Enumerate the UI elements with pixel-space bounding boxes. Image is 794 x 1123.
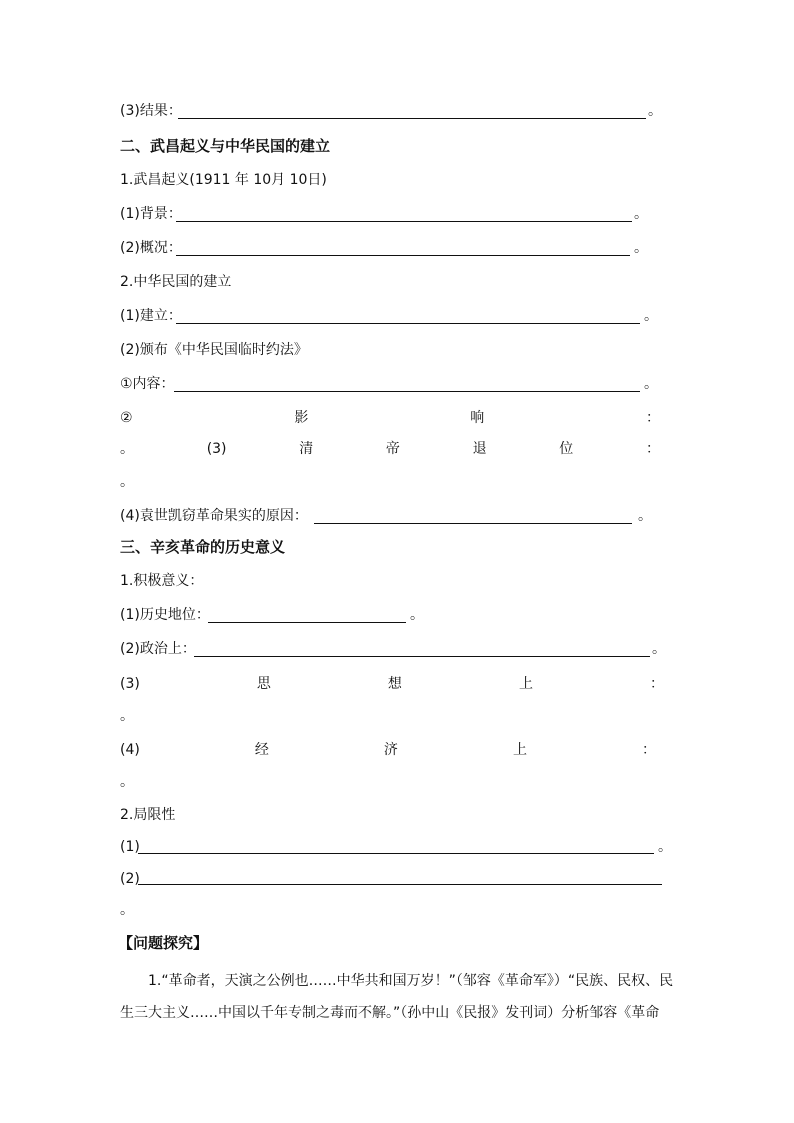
- thought-row: [120, 674, 664, 694]
- period: 。: [634, 240, 648, 256]
- influence-char-2: 响: [470, 410, 485, 426]
- section-3-heading: 三、辛亥革命的历史意义: [120, 538, 286, 556]
- background-blank[interactable]: [176, 221, 632, 222]
- economy-char-3: 上: [512, 742, 527, 758]
- result-label: (3)结果：: [120, 103, 182, 119]
- period: 。: [120, 708, 134, 724]
- politics-label: (2)政治上：: [120, 641, 196, 657]
- yuan-label: (4)袁世凯窃革命果实的原因：: [120, 508, 308, 524]
- limitation-1-label: (1): [120, 839, 140, 855]
- influence-marker: ②: [120, 410, 133, 426]
- colon: ：: [649, 676, 664, 692]
- period: 。: [638, 508, 652, 524]
- founding-blank[interactable]: [176, 323, 640, 324]
- economy-row: [120, 740, 656, 760]
- subheading-wuchang: 1.武昌起义(1911 年 10月 10日): [120, 172, 327, 188]
- period: 。: [644, 376, 658, 392]
- founding-label: (1)建立：: [120, 308, 182, 324]
- economy-char-2: 济: [383, 742, 398, 758]
- content-label: ①内容：: [120, 376, 175, 392]
- overview-label: (2)概况：: [120, 240, 182, 256]
- status-label: (1)历史地位：: [120, 607, 210, 623]
- period: 。: [120, 441, 134, 457]
- period: 。: [648, 103, 662, 119]
- period: 。: [120, 474, 134, 490]
- yuan-blank[interactable]: [314, 523, 632, 524]
- thought-char-1: 思: [256, 676, 271, 692]
- inquiry-paragraph: 1.“革命者，天演之公例也……中华共和国万岁！”（邹容《革命军》）“民族、民权、民生三大主义……中国以千年专制之毒而不解。”（孙中山《民报》发刊词）分析邹容《革命: [120, 973, 674, 1021]
- thought-char-3: 上: [518, 676, 533, 692]
- politics-blank[interactable]: [194, 656, 650, 657]
- period: 。: [644, 308, 658, 324]
- content-blank[interactable]: [174, 391, 640, 392]
- abdication-number: (3): [206, 441, 227, 457]
- subheading-positive: 1.积极意义：: [120, 573, 204, 589]
- abdication-char-4: 位: [559, 441, 574, 457]
- status-blank[interactable]: [208, 622, 406, 623]
- influence-char-1: 影: [294, 410, 309, 426]
- abdication-char-3: 退: [472, 441, 487, 457]
- influence-row: [120, 408, 660, 428]
- abdication-row: [120, 439, 660, 459]
- result-blank[interactable]: [178, 118, 646, 119]
- constitution-heading: (2)颁布《中华民国临时约法》: [120, 342, 308, 358]
- period: 。: [658, 839, 672, 855]
- subheading-roc: 2.中华民国的建立: [120, 274, 232, 290]
- section-2-heading: 二、武昌起义与中华民国的建立: [120, 137, 331, 155]
- abdication-char-2: 帝: [385, 441, 400, 457]
- background-label: (1)背景：: [120, 206, 182, 222]
- abdication-char-1: 清: [299, 441, 314, 457]
- colon: ：: [645, 441, 660, 457]
- period: 。: [410, 607, 424, 623]
- period: 。: [120, 902, 134, 918]
- inquiry-heading: 【问题探究】: [118, 934, 209, 952]
- period: 。: [120, 774, 134, 790]
- colon: ：: [641, 742, 656, 758]
- overview-blank[interactable]: [176, 255, 630, 256]
- economy-number: (4): [120, 742, 140, 758]
- subheading-limitations: 2.局限性: [120, 807, 176, 823]
- thought-number: (3): [120, 676, 140, 692]
- colon: ：: [646, 410, 660, 426]
- limitation-2-blank[interactable]: [138, 884, 662, 885]
- thought-char-2: 想: [387, 676, 402, 692]
- economy-char-1: 经: [254, 742, 269, 758]
- limitation-1-blank[interactable]: [138, 853, 654, 854]
- period: 。: [634, 206, 648, 222]
- period: 。: [652, 641, 666, 657]
- limitation-2-label: (2): [120, 871, 140, 887]
